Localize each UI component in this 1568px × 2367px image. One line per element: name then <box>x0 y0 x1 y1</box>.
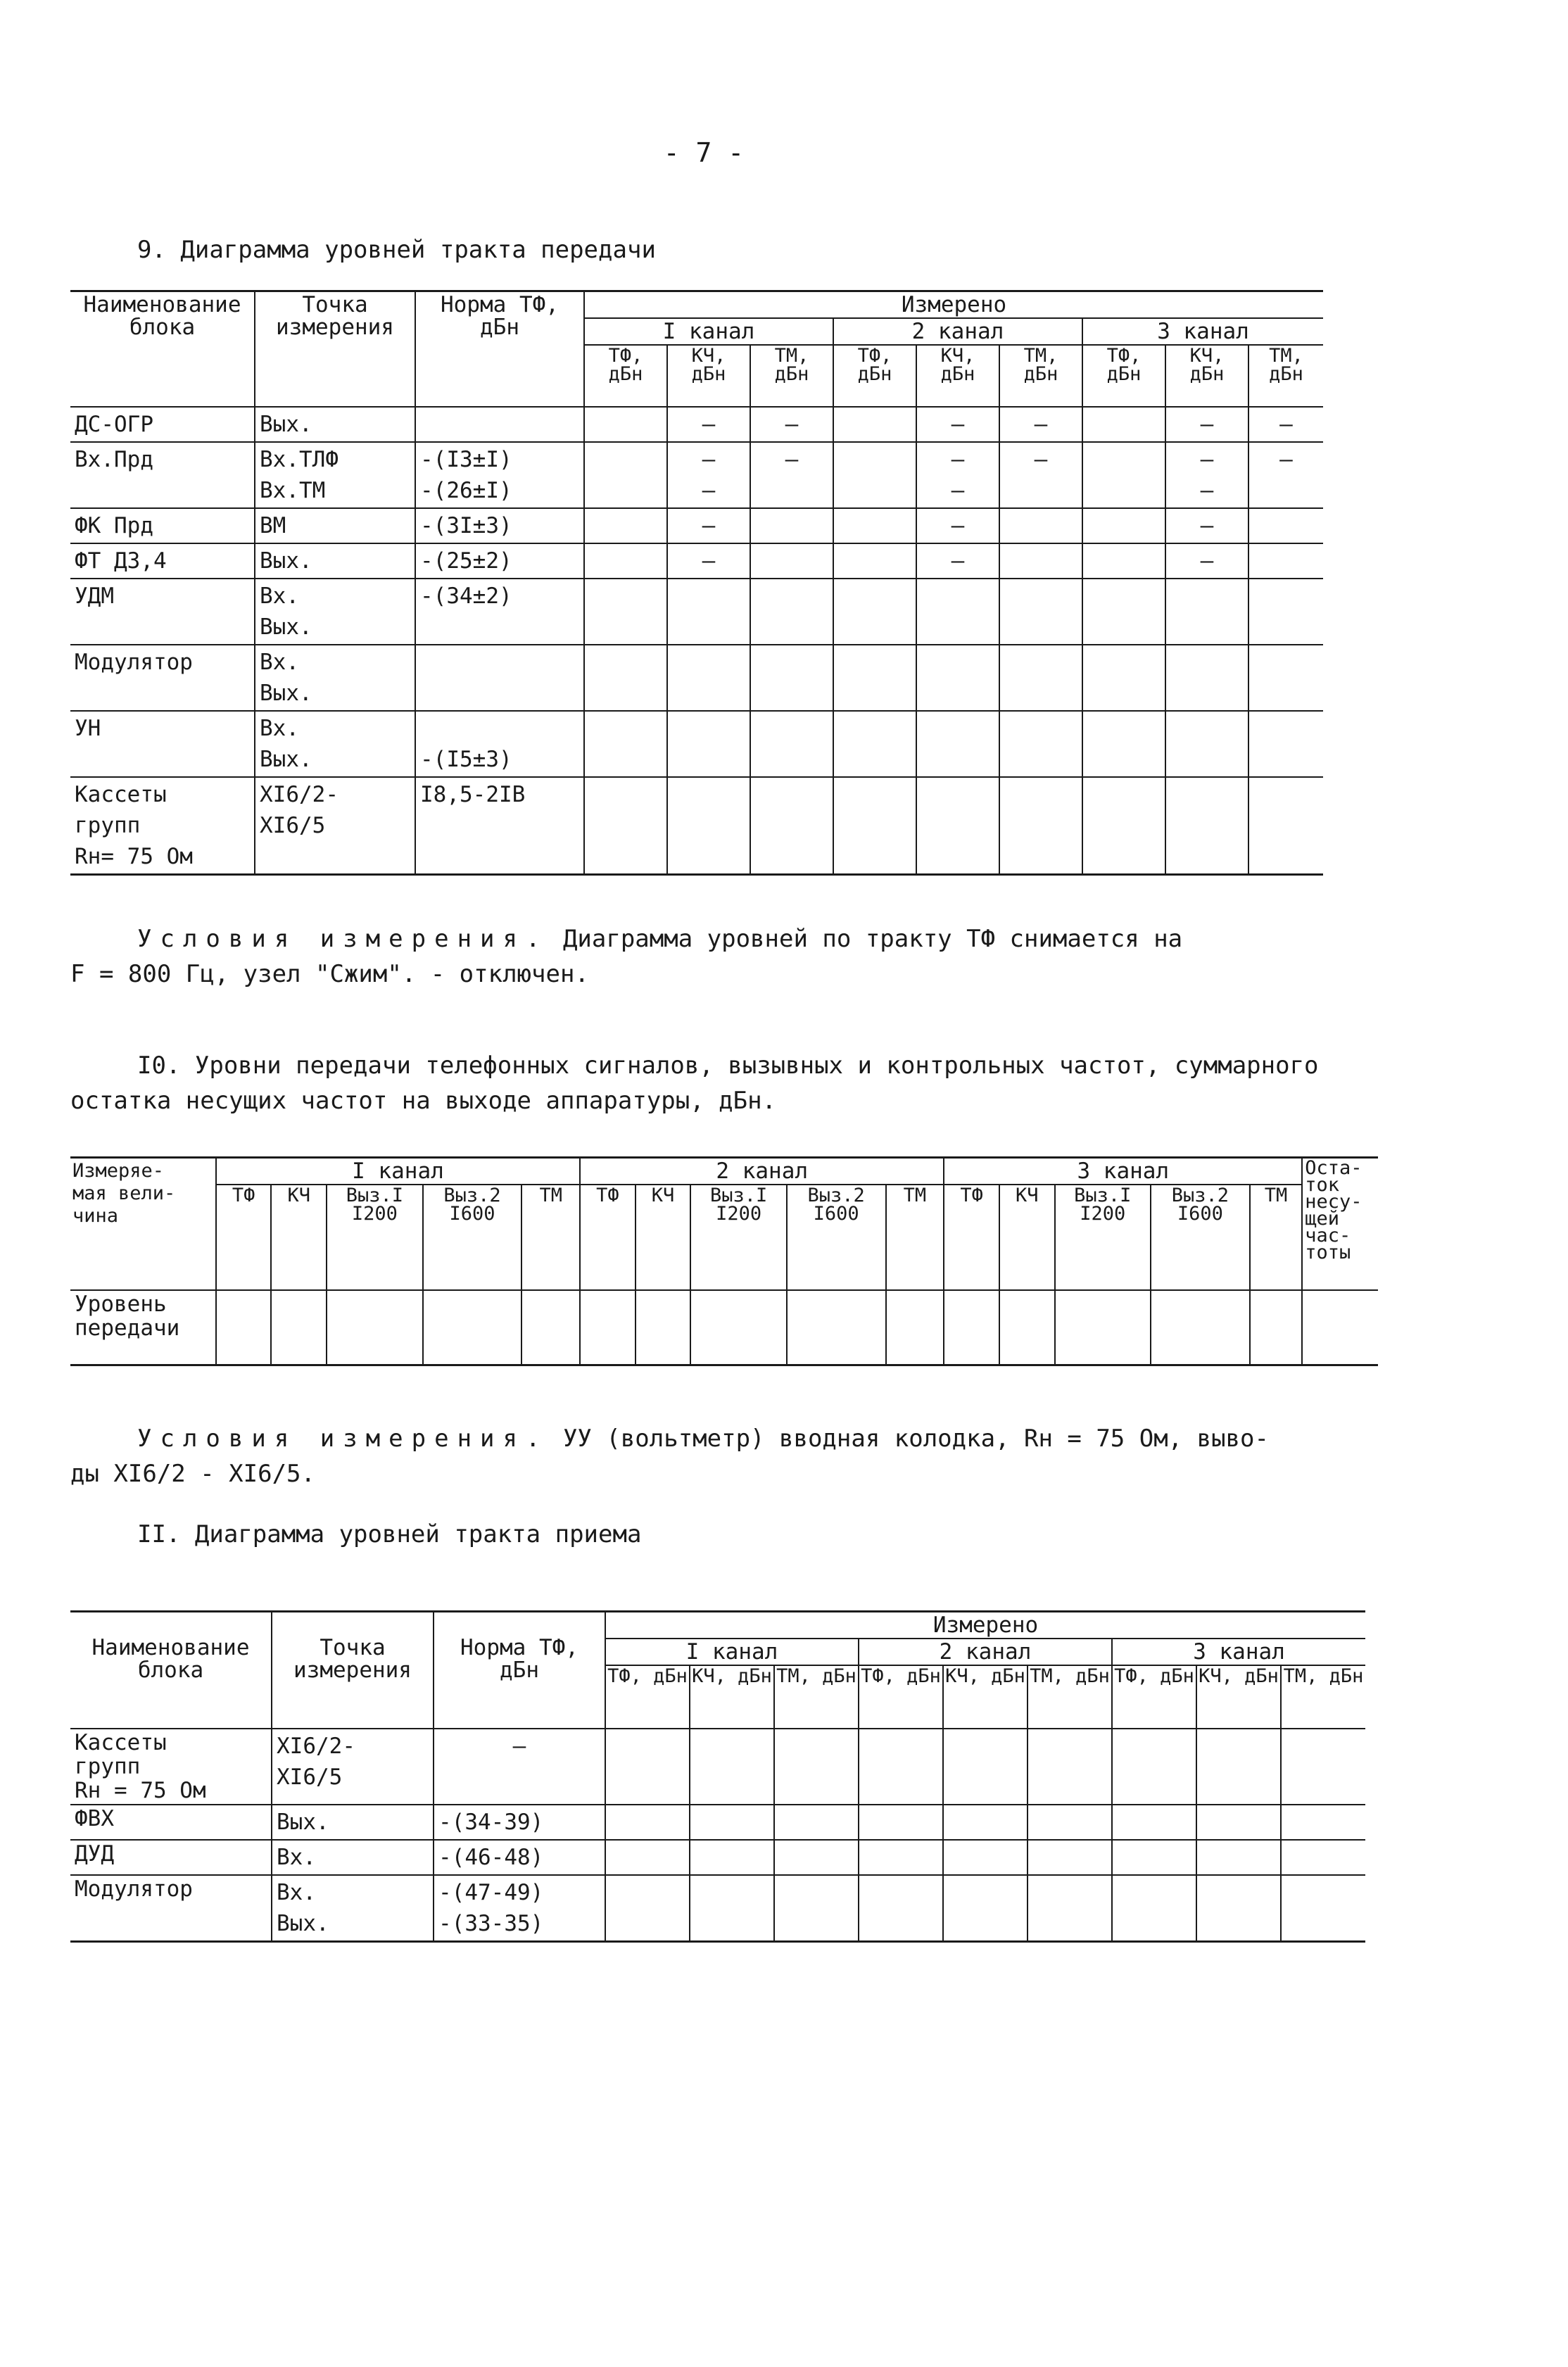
cell-name <box>70 1875 272 1942</box>
measured-cell <box>1165 579 1248 645</box>
measured-cell <box>833 543 916 579</box>
header-kch: КЧ, дБн <box>1196 1665 1281 1729</box>
table-row <box>70 407 1323 442</box>
measured-cell <box>774 1840 859 1875</box>
cell-text: Вх. Вых. <box>260 583 312 640</box>
measured-cell <box>916 777 999 875</box>
measured-cell <box>999 777 1082 875</box>
section-10-title: I0. Уровни передачи телефонных сигналов, вызывных и контрольных частот, суммарного <box>137 1052 1319 1080</box>
header-tm: ТМ, дБн <box>1028 1665 1112 1729</box>
cell-point <box>255 407 415 442</box>
header-tf: ТФ, дБн <box>859 1665 943 1729</box>
header-kch: КЧ, дБн <box>943 1665 1028 1729</box>
section-10-conditions <box>137 1422 1334 1456</box>
table-cell <box>944 1290 999 1365</box>
measured-cell <box>667 442 750 508</box>
cell-norm <box>415 579 584 645</box>
cell-text: – <box>1279 412 1293 437</box>
header-block-name: Наименование блока <box>70 291 255 408</box>
table-cell <box>1151 1290 1250 1365</box>
measured-cell <box>1082 777 1165 875</box>
cell-text: УДМ <box>75 583 114 609</box>
table-cell <box>423 1290 522 1365</box>
cell-text: -(I3±I) -(26±I) <box>420 447 512 503</box>
measured-cell <box>1281 1805 1365 1840</box>
table-cell <box>521 1290 580 1365</box>
measured-cell <box>1112 1840 1196 1875</box>
measured-cell <box>750 645 833 711</box>
measured-cell <box>999 442 1082 508</box>
cell-text: Вх.Прд <box>75 447 153 472</box>
header-call-1600: Выз.2 I600 <box>787 1185 886 1290</box>
cell-text: – – <box>702 447 716 503</box>
cell-norm <box>434 1840 605 1875</box>
measured-cell <box>584 407 667 442</box>
measured-cell <box>833 579 916 645</box>
header-norm: Норма ТФ, дБн <box>415 291 584 408</box>
cell-text: – <box>512 1734 526 1759</box>
measured-cell <box>750 442 833 508</box>
cell-text: – <box>702 513 716 538</box>
measured-cell <box>774 1729 859 1805</box>
measured-cell <box>916 442 999 508</box>
cell-text: -(47-49) -(33-35) <box>438 1880 544 1936</box>
cell-norm <box>415 711 584 777</box>
measured-cell <box>1248 407 1323 442</box>
cell-text: Вых. <box>260 548 312 574</box>
cell-text: Кассеты групп Rн= 75 Ом <box>75 782 193 869</box>
cell-text: -(I5±3) <box>420 747 512 772</box>
table-cell <box>1250 1290 1303 1365</box>
header-measure-point: Точка измерения <box>272 1612 434 1729</box>
measured-cell <box>750 711 833 777</box>
cell-text: ФВХ <box>75 1806 114 1831</box>
table-row <box>70 1729 1365 1805</box>
header-channel-3: 3 канал <box>1082 318 1323 345</box>
measured-cell <box>605 1805 690 1840</box>
measured-cell <box>690 1805 774 1840</box>
section-10-conditions-cont: ды ХI6/2 - ХI6/5. <box>70 1460 315 1488</box>
header-channel-2: 2 канал <box>833 318 1082 345</box>
cell-text: -(34-39) <box>438 1810 544 1835</box>
measured-cell <box>859 1875 943 1942</box>
measured-cell <box>1082 579 1165 645</box>
header-tf: ТФ, дБн <box>1082 345 1165 407</box>
section-9-conditions <box>137 922 1320 956</box>
header-tm: ТМ, дБн <box>774 1665 859 1729</box>
header-tf: ТФ, дБн <box>1112 1665 1196 1729</box>
header-channel-2: 2 канал <box>859 1639 1112 1665</box>
header-call-1600: Выз.2 I600 <box>423 1185 522 1290</box>
cell-norm <box>415 508 584 543</box>
cell-name <box>70 777 255 875</box>
measured-cell <box>584 442 667 508</box>
cell-name <box>70 1805 272 1840</box>
table-row <box>70 508 1323 543</box>
cell-text: – <box>785 447 799 472</box>
measured-cell <box>999 543 1082 579</box>
measured-cell <box>584 543 667 579</box>
cell-text: – <box>1279 447 1293 472</box>
cell-text: Вх. Вых. <box>260 650 312 706</box>
cell-name <box>70 579 255 645</box>
measured-cell <box>916 407 999 442</box>
table-cell <box>787 1290 886 1365</box>
cell-text: -(25±2) <box>420 548 512 574</box>
measured-cell <box>1082 442 1165 508</box>
conditions-label: Условия измерения. <box>137 1425 549 1453</box>
measured-cell <box>1112 1805 1196 1840</box>
cell-norm <box>415 777 584 875</box>
measured-cell <box>584 645 667 711</box>
cell-point <box>272 1840 434 1875</box>
measured-cell <box>1165 407 1248 442</box>
header-channel-3: 3 канал <box>1112 1639 1365 1665</box>
cell-name <box>70 442 255 508</box>
measured-cell <box>750 407 833 442</box>
cell-text: -(46-48) <box>438 1845 544 1870</box>
table-row <box>70 543 1323 579</box>
table-cell <box>580 1290 636 1365</box>
measured-cell <box>584 777 667 875</box>
table-row <box>70 711 1323 777</box>
cell-text: ХI6/2- ХI6/5 <box>277 1734 355 1790</box>
cell-text: I8,5-2IВ <box>420 782 526 807</box>
cell-text: – <box>951 513 965 538</box>
measured-cell <box>1248 508 1323 543</box>
measured-cell <box>1028 1805 1112 1840</box>
measured-cell <box>916 508 999 543</box>
header-tf: ТФ, дБн <box>605 1665 690 1729</box>
table-cell <box>327 1290 423 1365</box>
cell-text: – <box>1200 548 1214 574</box>
table-cell <box>271 1290 327 1365</box>
measured-cell <box>584 579 667 645</box>
measured-cell <box>1196 1875 1281 1942</box>
header-kch: КЧ <box>271 1185 327 1290</box>
table-row <box>70 1805 1365 1840</box>
cell-text: – – <box>951 447 965 503</box>
measured-cell <box>605 1729 690 1805</box>
measured-cell <box>605 1875 690 1942</box>
cell-norm <box>434 1805 605 1840</box>
header-tf: ТФ, дБн <box>584 345 667 407</box>
measured-cell <box>584 508 667 543</box>
measured-cell <box>833 711 916 777</box>
measured-cell <box>1165 508 1248 543</box>
cell-text: – <box>785 412 799 437</box>
table-cell <box>1302 1290 1378 1365</box>
measured-cell <box>1248 543 1323 579</box>
cell-point <box>255 579 415 645</box>
measured-cell <box>916 543 999 579</box>
section-10-title-cont: остатка несущих частот на выходе аппаратуры, дБн. <box>70 1087 777 1115</box>
header-kch: КЧ <box>636 1185 691 1290</box>
measured-cell <box>1112 1729 1196 1805</box>
table-row <box>70 579 1323 645</box>
header-carrier-residual: Оста- ток несу- щей час- тоты <box>1302 1158 1378 1291</box>
measured-cell <box>833 777 916 875</box>
cell-point <box>272 1729 434 1805</box>
header-kch: КЧ <box>999 1185 1055 1290</box>
measured-cell <box>1165 645 1248 711</box>
header-tm: ТМ <box>1250 1185 1303 1290</box>
measured-cell <box>1082 543 1165 579</box>
cell-text: – <box>951 548 965 574</box>
section-9-conditions-cont: F = 800 Гц, узел "Сжим". - отключен. <box>70 960 589 988</box>
cell-norm <box>434 1729 605 1805</box>
header-call-1200: Выз.I I200 <box>1055 1185 1151 1290</box>
header-tm: ТМ, дБн <box>999 345 1082 407</box>
measured-cell <box>859 1729 943 1805</box>
cell-text: Вх. Вых. <box>277 1880 329 1936</box>
header-kch: КЧ, дБн <box>1165 345 1248 407</box>
header-channel-1: I канал <box>584 318 833 345</box>
cell-text: – <box>702 548 716 574</box>
header-kch: КЧ, дБн <box>916 345 999 407</box>
cell-point <box>255 508 415 543</box>
measured-cell <box>999 508 1082 543</box>
cell-name <box>70 407 255 442</box>
measured-cell <box>999 407 1082 442</box>
header-measured: Измерено <box>605 1612 1365 1639</box>
output-level-table <box>70 1156 1378 1366</box>
measured-cell <box>667 579 750 645</box>
page-number: - 7 - <box>663 137 745 168</box>
header-block-name: Наименование блока <box>70 1612 272 1729</box>
measured-cell <box>1028 1729 1112 1805</box>
measured-cell <box>916 579 999 645</box>
table-row <box>70 645 1323 711</box>
measured-cell <box>1165 442 1248 508</box>
cell-text: Вх. <box>277 1845 316 1870</box>
cell-point <box>272 1805 434 1840</box>
header-channel-1: I канал <box>216 1158 580 1185</box>
table-row <box>70 1840 1365 1875</box>
header-channel-3: 3 канал <box>944 1158 1302 1185</box>
cell-point <box>255 711 415 777</box>
measured-cell <box>1196 1805 1281 1840</box>
header-tm: ТМ <box>886 1185 944 1290</box>
measured-cell <box>1082 508 1165 543</box>
header-tm: ТМ, дБн <box>750 345 833 407</box>
measured-cell <box>750 777 833 875</box>
measured-cell <box>690 1875 774 1942</box>
cell-norm <box>415 407 584 442</box>
header-channel-1: I канал <box>605 1639 859 1665</box>
cell-norm <box>415 442 584 508</box>
measured-cell <box>833 407 916 442</box>
header-kch: КЧ, дБн <box>690 1665 774 1729</box>
header-tm: ТМ, дБн <box>1281 1665 1365 1729</box>
cell-norm <box>415 645 584 711</box>
cell-text: – <box>1034 412 1048 437</box>
cell-norm <box>415 543 584 579</box>
cell-text: Модулятор <box>75 1876 193 1902</box>
measured-cell <box>1082 645 1165 711</box>
cell-point <box>255 442 415 508</box>
cell-text: Вх. Вых. <box>260 716 312 772</box>
measured-cell <box>1082 711 1165 777</box>
cell-text: ФТ ДЗ,4 <box>75 548 167 574</box>
cell-text: Вых. <box>260 412 312 437</box>
transmit-level-table <box>70 290 1323 876</box>
row-transmit-level: Уровень передачи <box>70 1290 216 1365</box>
measured-cell <box>690 1729 774 1805</box>
header-call-1200: Выз.I I200 <box>327 1185 423 1290</box>
measured-cell <box>1082 407 1165 442</box>
cell-text: ВМ <box>260 513 286 538</box>
measured-cell <box>1248 711 1323 777</box>
measured-cell <box>833 645 916 711</box>
cell-name <box>70 508 255 543</box>
measured-cell <box>859 1805 943 1840</box>
header-tm: ТМ <box>521 1185 580 1290</box>
conditions-text: УУ (вольтметр) вводная колодка, Rн = 75 Ом, выво- <box>562 1425 1269 1453</box>
measured-cell <box>943 1805 1028 1840</box>
cell-point <box>272 1875 434 1942</box>
measured-cell <box>667 508 750 543</box>
cell-text: ФК Прд <box>75 513 153 538</box>
cell-name <box>70 645 255 711</box>
measured-cell <box>774 1875 859 1942</box>
cell-name <box>70 1840 272 1875</box>
header-measured: Измерено <box>584 291 1323 319</box>
measured-cell <box>1165 711 1248 777</box>
table-row <box>70 442 1323 508</box>
measured-cell <box>943 1729 1028 1805</box>
measured-cell <box>667 645 750 711</box>
measured-cell <box>1028 1840 1112 1875</box>
measured-cell <box>1248 442 1323 508</box>
measured-cell <box>1248 777 1323 875</box>
cell-text: – <box>1200 412 1214 437</box>
measured-cell <box>667 543 750 579</box>
table-cell <box>216 1290 272 1365</box>
measured-cell <box>1248 579 1323 645</box>
table-cell <box>1055 1290 1151 1365</box>
header-kch: КЧ, дБн <box>667 345 750 407</box>
cell-name <box>70 543 255 579</box>
table-row <box>70 777 1323 875</box>
cell-text: – <box>1200 513 1214 538</box>
measured-cell <box>584 711 667 777</box>
conditions-label: Условия измерения. <box>137 925 549 953</box>
measured-cell <box>833 508 916 543</box>
header-tm: ТМ, дБн <box>1248 345 1323 407</box>
measured-cell <box>916 645 999 711</box>
measured-cell <box>605 1840 690 1875</box>
table-cell <box>999 1290 1055 1365</box>
cell-text: – – <box>1200 447 1214 503</box>
conditions-text: Диаграмма уровней по тракту ТФ снимается на <box>562 925 1183 953</box>
table-cell <box>690 1290 787 1365</box>
cell-text: ДС-ОГР <box>75 412 153 437</box>
header-call-1600: Выз.2 I600 <box>1151 1185 1250 1290</box>
measured-cell <box>1248 645 1323 711</box>
cell-point <box>255 777 415 875</box>
header-tf: ТФ <box>580 1185 636 1290</box>
measured-cell <box>750 579 833 645</box>
cell-name <box>70 1729 272 1805</box>
measured-cell <box>1196 1840 1281 1875</box>
cell-text: УН <box>75 716 101 741</box>
measured-cell <box>1165 543 1248 579</box>
cell-text: Вых. <box>277 1810 329 1835</box>
cell-text: Вх.ТЛФ Вх.ТМ <box>260 447 339 503</box>
header-quantity: Измеряе- мая вели- чина <box>70 1158 216 1291</box>
measured-cell <box>999 579 1082 645</box>
measured-cell <box>943 1840 1028 1875</box>
table-row <box>70 1875 1365 1942</box>
cell-point <box>255 543 415 579</box>
cell-text: Модулятор <box>75 650 193 675</box>
cell-name <box>70 711 255 777</box>
measured-cell <box>999 711 1082 777</box>
measured-cell <box>1028 1875 1112 1942</box>
cell-point <box>255 645 415 711</box>
cell-text: Кассеты групп Rн = 75 Ом <box>75 1730 206 1803</box>
measured-cell <box>750 508 833 543</box>
cell-text: ХI6/2- ХI6/5 <box>260 782 339 838</box>
header-call-1200: Выз.I I200 <box>690 1185 787 1290</box>
measured-cell <box>1112 1875 1196 1942</box>
measured-cell <box>1281 1840 1365 1875</box>
measured-cell <box>1165 777 1248 875</box>
section-11-title: II. Диаграмма уровней тракта приема <box>137 1520 642 1548</box>
measured-cell <box>1281 1729 1365 1805</box>
measured-cell <box>833 442 916 508</box>
measured-cell <box>1196 1729 1281 1805</box>
cell-text: -(34±2) <box>420 583 512 609</box>
measured-cell <box>667 407 750 442</box>
cell-text: ДУД <box>75 1841 114 1867</box>
measured-cell <box>916 711 999 777</box>
header-tf: ТФ, дБн <box>833 345 916 407</box>
section-9-title: 9. Диаграмма уровней тракта передачи <box>137 236 656 264</box>
cell-text: – <box>702 412 716 437</box>
cell-text: – <box>951 412 965 437</box>
measured-cell <box>1281 1875 1365 1942</box>
cell-norm <box>434 1875 605 1942</box>
header-norm: Норма ТФ, дБн <box>434 1612 605 1729</box>
header-channel-2: 2 канал <box>580 1158 944 1185</box>
table-cell <box>636 1290 691 1365</box>
header-measure-point: Точка измерения <box>255 291 415 408</box>
measured-cell <box>750 543 833 579</box>
receive-level-table <box>70 1610 1365 1943</box>
measured-cell <box>690 1840 774 1875</box>
cell-text: – <box>1034 447 1048 472</box>
measured-cell <box>774 1805 859 1840</box>
header-tf: ТФ <box>944 1185 999 1290</box>
measured-cell <box>943 1875 1028 1942</box>
measured-cell <box>999 645 1082 711</box>
header-tf: ТФ <box>216 1185 272 1290</box>
measured-cell <box>859 1840 943 1875</box>
table-cell <box>886 1290 944 1365</box>
measured-cell <box>667 777 750 875</box>
measured-cell <box>667 711 750 777</box>
cell-text: -(3I±3) <box>420 513 512 538</box>
